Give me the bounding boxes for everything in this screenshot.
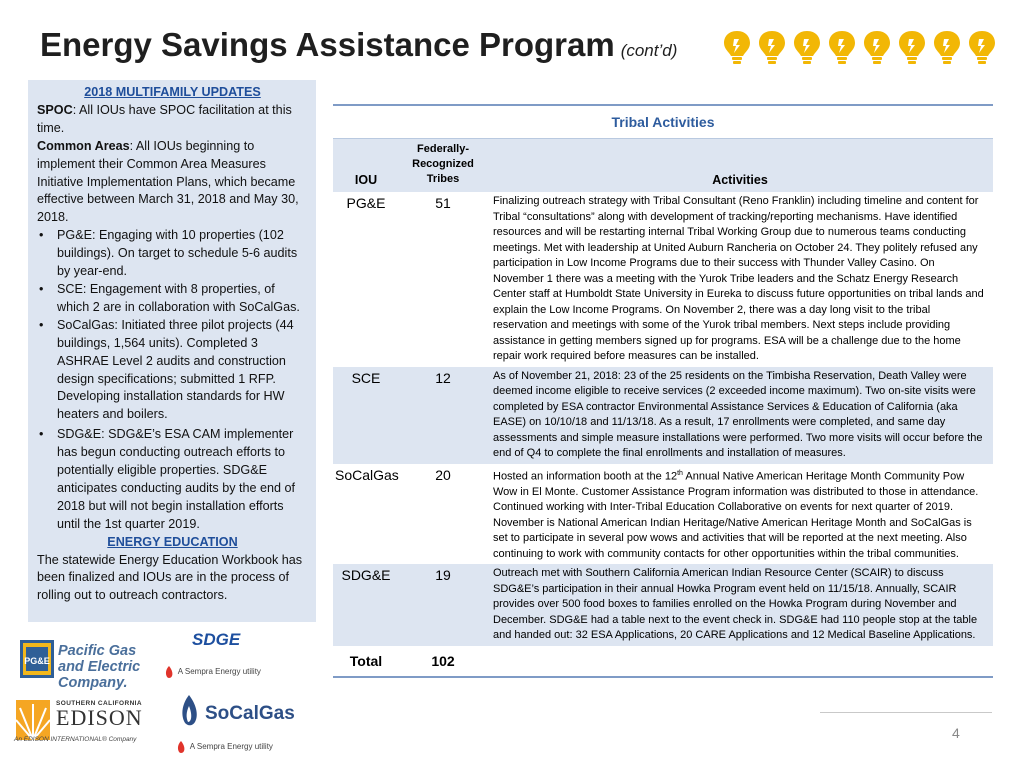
spoc-paragraph bbox=[37, 102, 308, 138]
tribal-activities-table bbox=[333, 104, 993, 678]
footer-divider bbox=[820, 712, 992, 713]
table-header-row bbox=[333, 139, 993, 192]
ordinal-suffix: th bbox=[677, 469, 683, 477]
lightbulb-icon bbox=[897, 30, 927, 66]
energy-education-text: The statewide Energy Education Workbook has been finalized and IOUs are in the process of rolling out to outreach contractors. bbox=[37, 552, 303, 603]
sempra-tagline-text: A Sempra Energy utility bbox=[177, 667, 261, 677]
sempra-tagline-2 bbox=[174, 740, 273, 754]
spoc-label: SPOC bbox=[37, 102, 73, 117]
tribal-table-grid bbox=[333, 139, 993, 676]
pge-mark-text: PG&E bbox=[24, 656, 50, 666]
tribal-activities-title: Tribal Activities bbox=[333, 106, 993, 139]
activities-cell: Outreach met with Southern California American Indian Resource Center (SCAIR) to discuss SDG&E’s participation in their annual Howka Program event held on 11/15/18. Annually, SCAIR provides over 500 food boxes to families enrolled on the Howka Program during November and December. SDG&E had a table next to the event check in. SDG&E had 110 people stop at the table and handed out: 32 ESA Applications, 20 CARE Applications and 12 Medical Baseline Applications. bbox=[487, 564, 993, 646]
tribes-cell: 12 bbox=[399, 367, 487, 464]
sempra-flame-icon bbox=[162, 665, 176, 679]
sce-main-text: EDISON bbox=[56, 705, 143, 730]
title-subtitle: (cont’d) bbox=[620, 41, 678, 60]
tribes-cell: 19 bbox=[399, 564, 487, 646]
iou-bullet-list bbox=[37, 227, 308, 533]
sempra-tagline-1 bbox=[162, 665, 261, 679]
pge-logo-text: Pacific Gas and Electric Company. bbox=[58, 643, 141, 691]
socalgas-logo-text: SoCalGas bbox=[205, 703, 295, 724]
col-header-tribes: Federally-Recognized Tribes bbox=[399, 139, 487, 192]
lightbulb-icon bbox=[967, 30, 997, 66]
table-row bbox=[333, 367, 993, 464]
activities-text: Annual Native American Heritage Month Community Pow Wow in El Monte. Customer Assistance Program information was distributed to those in attendance. Continued working with Inter-Tribal Education Collaborative on events for next quarter of 2019. November is National American Indian Heritage/Native American Heritage Month and SoCalGas is set to participate in several pow wows and activities that will be reported at the next meeting. Also continuing to work with community contacts for other opportunities within the tribal communities. bbox=[493, 470, 979, 560]
common-areas-paragraph bbox=[37, 138, 308, 228]
sempra-flame-icon bbox=[174, 740, 188, 754]
total-label: Total bbox=[349, 652, 383, 669]
iou-cell: SCE bbox=[333, 367, 399, 464]
iou-cell: PG&E bbox=[346, 195, 386, 211]
lightbulb-icon bbox=[757, 30, 787, 66]
table-row bbox=[333, 192, 993, 367]
socalgas-flame-icon bbox=[178, 694, 200, 728]
pge-logo-icon bbox=[20, 640, 54, 678]
title-text: Energy Savings Assistance Program bbox=[40, 26, 615, 63]
table-row bbox=[333, 464, 993, 565]
sempra-tagline-text: A Sempra Energy utility bbox=[189, 742, 273, 752]
table-bottom-rule bbox=[333, 676, 993, 678]
lightbulb-row bbox=[722, 30, 997, 66]
page-number: 4 bbox=[952, 725, 960, 741]
lightbulb-icon bbox=[792, 30, 822, 66]
activities-cell bbox=[487, 464, 993, 565]
bullet-pge: • PG&E: Engaging with 10 properties (102 buildings). On target to schedule 5-6 audits by year-end. bbox=[37, 227, 308, 281]
sce-logo-text bbox=[56, 700, 143, 729]
bullet-socalgas: • SoCalGas: Initiated three pilot projects (44 buildings, 1,564 units). Completed 3 ASHRAE Level 2 audits and construction design specifications; submitted 1 RFP. Developing installation standards for HW heaters and boilers. bbox=[37, 317, 308, 424]
iou-cell: SDG&E bbox=[333, 564, 399, 646]
common-areas-label: Common Areas bbox=[37, 138, 130, 153]
bullet-sce: • SCE: Engagement with 8 properties, of which 2 are in collaboration with SoCalGas. bbox=[37, 281, 308, 317]
bullet-sdge: • SDG&E: SDG&E’s ESA CAM implementer has begun conducting outreach efforts to potentially eligible properties. SDG&E anticipates conducting audits by the end of 2018 but will not begin installation efforts until the 1st quarter 2019. bbox=[37, 426, 308, 533]
energy-education-heading: ENERGY EDUCATION bbox=[107, 534, 238, 549]
multifamily-updates-panel bbox=[28, 80, 316, 622]
lightbulb-icon bbox=[862, 30, 892, 66]
page-title bbox=[40, 26, 677, 64]
lightbulb-icon bbox=[932, 30, 962, 66]
tribes-cell: 51 bbox=[435, 195, 451, 211]
col-header-iou: IOU bbox=[333, 139, 399, 192]
total-empty bbox=[487, 646, 993, 676]
common-areas-text: : All IOUs beginning to implement their Common Area Measures Initiative Implementation Plans, which became effective between March 31, 2018 and May 30, 2018. bbox=[37, 138, 299, 225]
col-header-activities: Activities bbox=[487, 139, 993, 192]
total-value: 102 bbox=[431, 652, 455, 669]
table-row bbox=[333, 564, 993, 646]
activities-cell: Finalizing outreach strategy with Tribal Consultant (Reno Franklin) including timeline and content for Tribal “consultations” along with development of tracking/reporting mechanisms. Have identified resources and will be restarting internal Tribal Working Group due to numerous teams conducting meetings. Met with leadership at United Auburn Rancheria on October 24. They politely refused any participation in Low Income Programs due to their success with Thunder Valley Casino. On November 1 there was a meeting with the Yurok Tribe leaders and the Schatz Energy Research Center staff at Humboldt State University in Eureka to discuss future opportunities on tribal lands and explain the Low Income Programs. On November 2, there was a day long visit to the tribal reservation and meetings with some of the Yurok tribal members. Next steps include providing assistance in getting members signed up for programs. ESA will be a challenge due to the home repair work required before measures can be installed. bbox=[493, 195, 984, 362]
tribes-cell: 20 bbox=[435, 466, 451, 483]
lightbulb-icon bbox=[722, 30, 752, 66]
spoc-text: : All IOUs have SPOC facilitation at this time. bbox=[37, 102, 292, 135]
multifamily-heading: 2018 MULTIFAMILY UPDATES bbox=[84, 85, 261, 99]
sdge-logo-text: SDGE bbox=[192, 630, 241, 649]
sce-sun-icon bbox=[16, 700, 50, 740]
iou-cell: SoCalGas bbox=[335, 466, 399, 483]
sce-tagline: An EDISON INTERNATIONAL® Company bbox=[14, 736, 137, 743]
sce-top-text: SOUTHERN CALIFORNIA bbox=[56, 700, 142, 707]
lightbulb-icon bbox=[827, 30, 857, 66]
total-row bbox=[333, 646, 993, 676]
activities-cell: As of November 21, 2018: 23 of the 25 residents on the Timbisha Reservation, Death Valley were deemed income eligible to receive services (2 exceeded income maximum). Two on-site visits were completed by ESA contractor Environmental Assistance Services & Education of California (aka EASE) on 10/10/18 and 11/13/18. As a result, 17 enrollments were completed, and same day assessments and simple measure installations were performed. Two more visits will occur before the end of Q4 to complete the final enrollments and installation of measures. bbox=[487, 367, 993, 464]
activities-text-pre: Hosted an information booth at the 12 bbox=[493, 470, 678, 483]
